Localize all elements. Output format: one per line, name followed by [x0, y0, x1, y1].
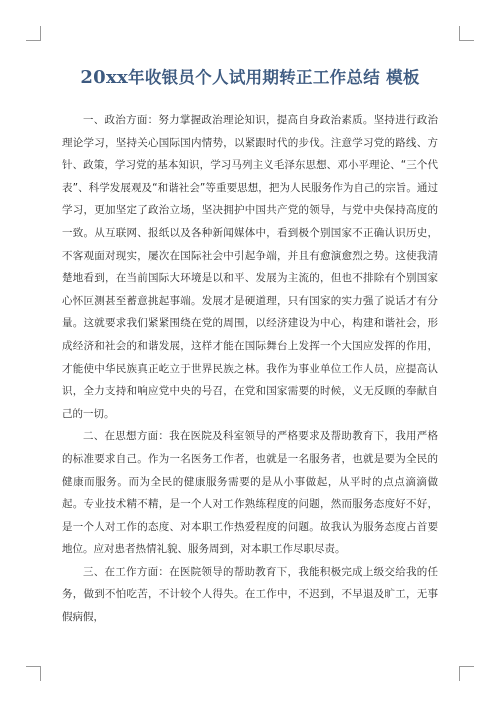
title-year: 20xx: [80, 67, 129, 88]
crop-mark-bottom-right: [459, 666, 474, 681]
title-text: 年收银员个人试用期转正工作总结 模板: [128, 68, 420, 87]
crop-mark-top-right: [459, 26, 474, 41]
crop-mark-top-left: [26, 26, 41, 41]
paragraph-politics: 一、政治方面：努力掌握政治理论知识，提高自身政治素质。坚持进行政治理论学习，坚持关心国际国内情势，以紧跟时代的步伐。注意学习党的路线、方针、政策，学习党的基本知识，学习马列主义毛泽东思想、邓小平理论、“三个代表”、科学发展观及“和谐社会”等重要思想，把为人民服务作为自己的宗旨。通过学习，更加坚定了政治立场，坚决拥护中国共产党的领导，与党中央保持高度的一致。从互联网、报纸以及各种新闻媒体中，看到极个别国家不正确认识历史，不客观面对现实，屡次在国际社会中引起争端，并且有愈演愈烈之势。这使我清楚地看到，在当前国际大环境是以和平、发展为主流的，但也不排除有个别国家心怀叵测甚至蓄意挑起事端。发展才是硬道理，只有国家的实力强了说话才有分量。这就要求我们紧紧围绕在党的周围，以经济建设为中心，构建和谐社会，形成经济和社会的和谐发展，这样才能在国际舞台上发挥一个大国应发挥的作用，才能使中华民族真正屹立于世界民族之林。我作为事业单位工作人员，应提高认识，全力支持和响应党中央的号召，在党和国家需要的时候，义无反顾的奉献自己的一切。: [62, 114, 438, 420]
paragraph-work: 三、在工作方面：在医院领导的帮助教育下，我能积极完成上级交给我的任务，做到不怕吃苦，不计较个人得失。在工作中，不迟到，不早退及旷工，无事假病假，: [62, 565, 438, 624]
document-body: [62, 109, 438, 629]
paragraph-thought: 二、在思想方面：我在医院及科室领导的严格要求及帮助教育下，我用严格的标准要求自己。作为一名医务工作者，也就是一名服务者，也就是要为全民的健康而服务。而为全民的健康服务需要的是从小事做起，从平时的点点滴滴做起。专业技术精不精，是一个人对工作熟练程度的问题，然而服务态度好不好，是一个人对工作的态度、对本职工作热爱程度的问题。故我认为服务态度占首要地位。应对患者热情礼貌、服务周到，对本职工作尽职尽责。: [62, 430, 438, 556]
crop-mark-bottom-left: [26, 666, 41, 681]
page-title: [0, 64, 500, 88]
